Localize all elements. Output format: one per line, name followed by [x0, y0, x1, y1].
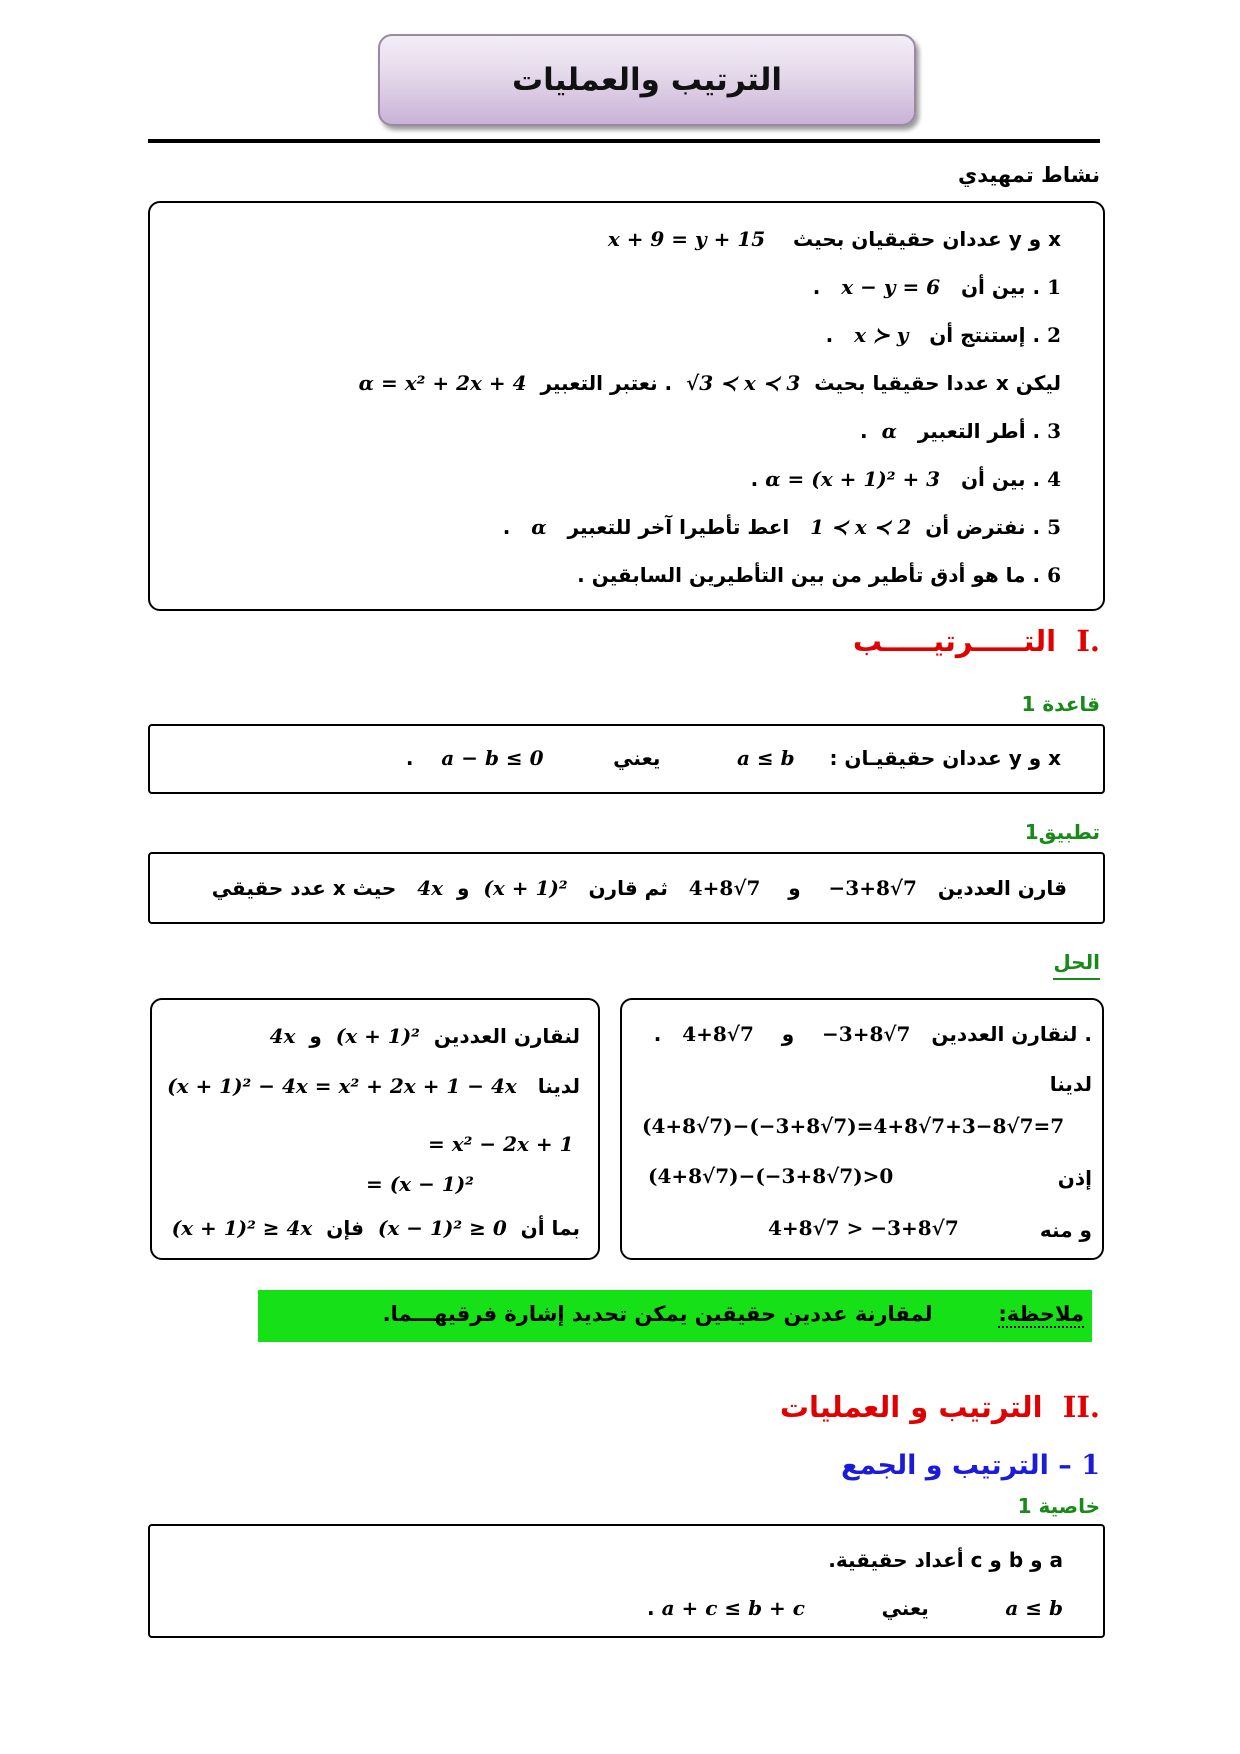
application-1-label: تطبيق1: [1024, 820, 1100, 844]
intro-line-2: 2 . إستنتج أن x ≻ y .: [825, 323, 1061, 347]
application-1-text: قارن العددين −3+8√7 و 4+8√7 ثم قارن (x + 1)² و 4x حيث x عدد حقيقي: [211, 876, 1067, 900]
solution-right-line-5-label: و منه: [1039, 1218, 1092, 1242]
intro-line-6: 5 . نفترض أن 1 ≺ x ≺ 2 اعط تأطيرا آخر للتعبير α .: [502, 515, 1061, 539]
intro-line-4: 3 . أطر التعبير α .: [860, 419, 1061, 443]
property-1-line-1: a و b و c أعداد حقيقية.: [828, 1548, 1063, 1572]
solution-left-line-1: لنقارن العددين (x + 1)² و 4x: [269, 1024, 580, 1048]
property-1-label: خاصية 1: [1017, 1494, 1100, 1518]
intro-label: نشاط تمهيدي: [957, 163, 1100, 187]
intro-line-5: 4 . بين أن α = (x + 1)² + 3 .: [750, 467, 1061, 491]
note-text: ملاحظة: لمقارنة عددين حقيقين يمكن تحديد إشارة فرقيهـــما.: [382, 1302, 1084, 1326]
solution-right-box: [620, 998, 1104, 1260]
page-title: الترتيب والعمليات: [511, 62, 783, 98]
title-banner: [378, 34, 916, 126]
subsection-1-heading: 1 – الترتيب و الجمع: [840, 1450, 1100, 1481]
property-1-line-2: a ≤ b يعني a + c ≤ b + c .: [647, 1596, 1063, 1620]
intro-line-7: 6 . ما هو أدق تأطير من بين التأطيرين السابقين .: [577, 563, 1061, 587]
rule-1-text: x و y عددان حقيقيـان : a ≤ b يعني a − b ≤ 0 .: [405, 746, 1061, 770]
solution-left-line-3: = x² − 2x + 1: [428, 1132, 574, 1156]
application-1-box: [148, 852, 1105, 924]
solution-right-line-1: . لنقارن العددين −3+8√7 و 4+8√7 .: [653, 1022, 1092, 1046]
title-divider: [148, 139, 1100, 143]
rule-1-box: [148, 724, 1105, 794]
solution-left-box: [150, 998, 600, 1260]
rule-1-label: قاعدة 1: [1021, 692, 1100, 716]
property-1-box: [148, 1524, 1105, 1638]
solution-right-line-2: لدينا: [1049, 1072, 1092, 1096]
intro-line-0: x و y عددان حقيقيان بحيث x + 9 = y + 15: [607, 227, 1061, 251]
solution-right-line-4-math: (4+8√7)−(−3+8√7)>0: [648, 1164, 894, 1188]
solution-right-line-4-label: إذن: [1057, 1166, 1092, 1190]
solution-label: الحل: [1053, 950, 1100, 980]
solution-left-line-4: = (x − 1)²: [366, 1172, 474, 1196]
intro-line-1: 1 . بين أن x − y = 6 .: [812, 275, 1061, 299]
solution-left-line-5: بما أن (x − 1)² ≥ 0 فإن (x + 1)² ≥ 4x: [171, 1216, 580, 1240]
section-1-heading: I. التـــــرتيـــــب: [852, 624, 1100, 658]
solution-right-line-3: (4+8√7)−(−3+8√7)=4+8√7+3−8√7=7: [642, 1114, 1065, 1138]
solution-right-line-5-math: 4+8√7 > −3+8√7: [768, 1216, 959, 1240]
intro-activity-box: [148, 201, 1105, 611]
note-banner: [258, 1290, 1092, 1342]
intro-line-3: ليكن x عددا حقيقيا بحيث √3 ≺ x ≺ 3 . نعتبر التعبير α = x² + 2x + 4: [358, 371, 1061, 395]
section-2-heading: II. الترتيب و العمليات: [779, 1390, 1100, 1424]
solution-left-line-2: لدينا (x + 1)² − 4x = x² + 2x + 1 − 4x: [167, 1074, 580, 1098]
